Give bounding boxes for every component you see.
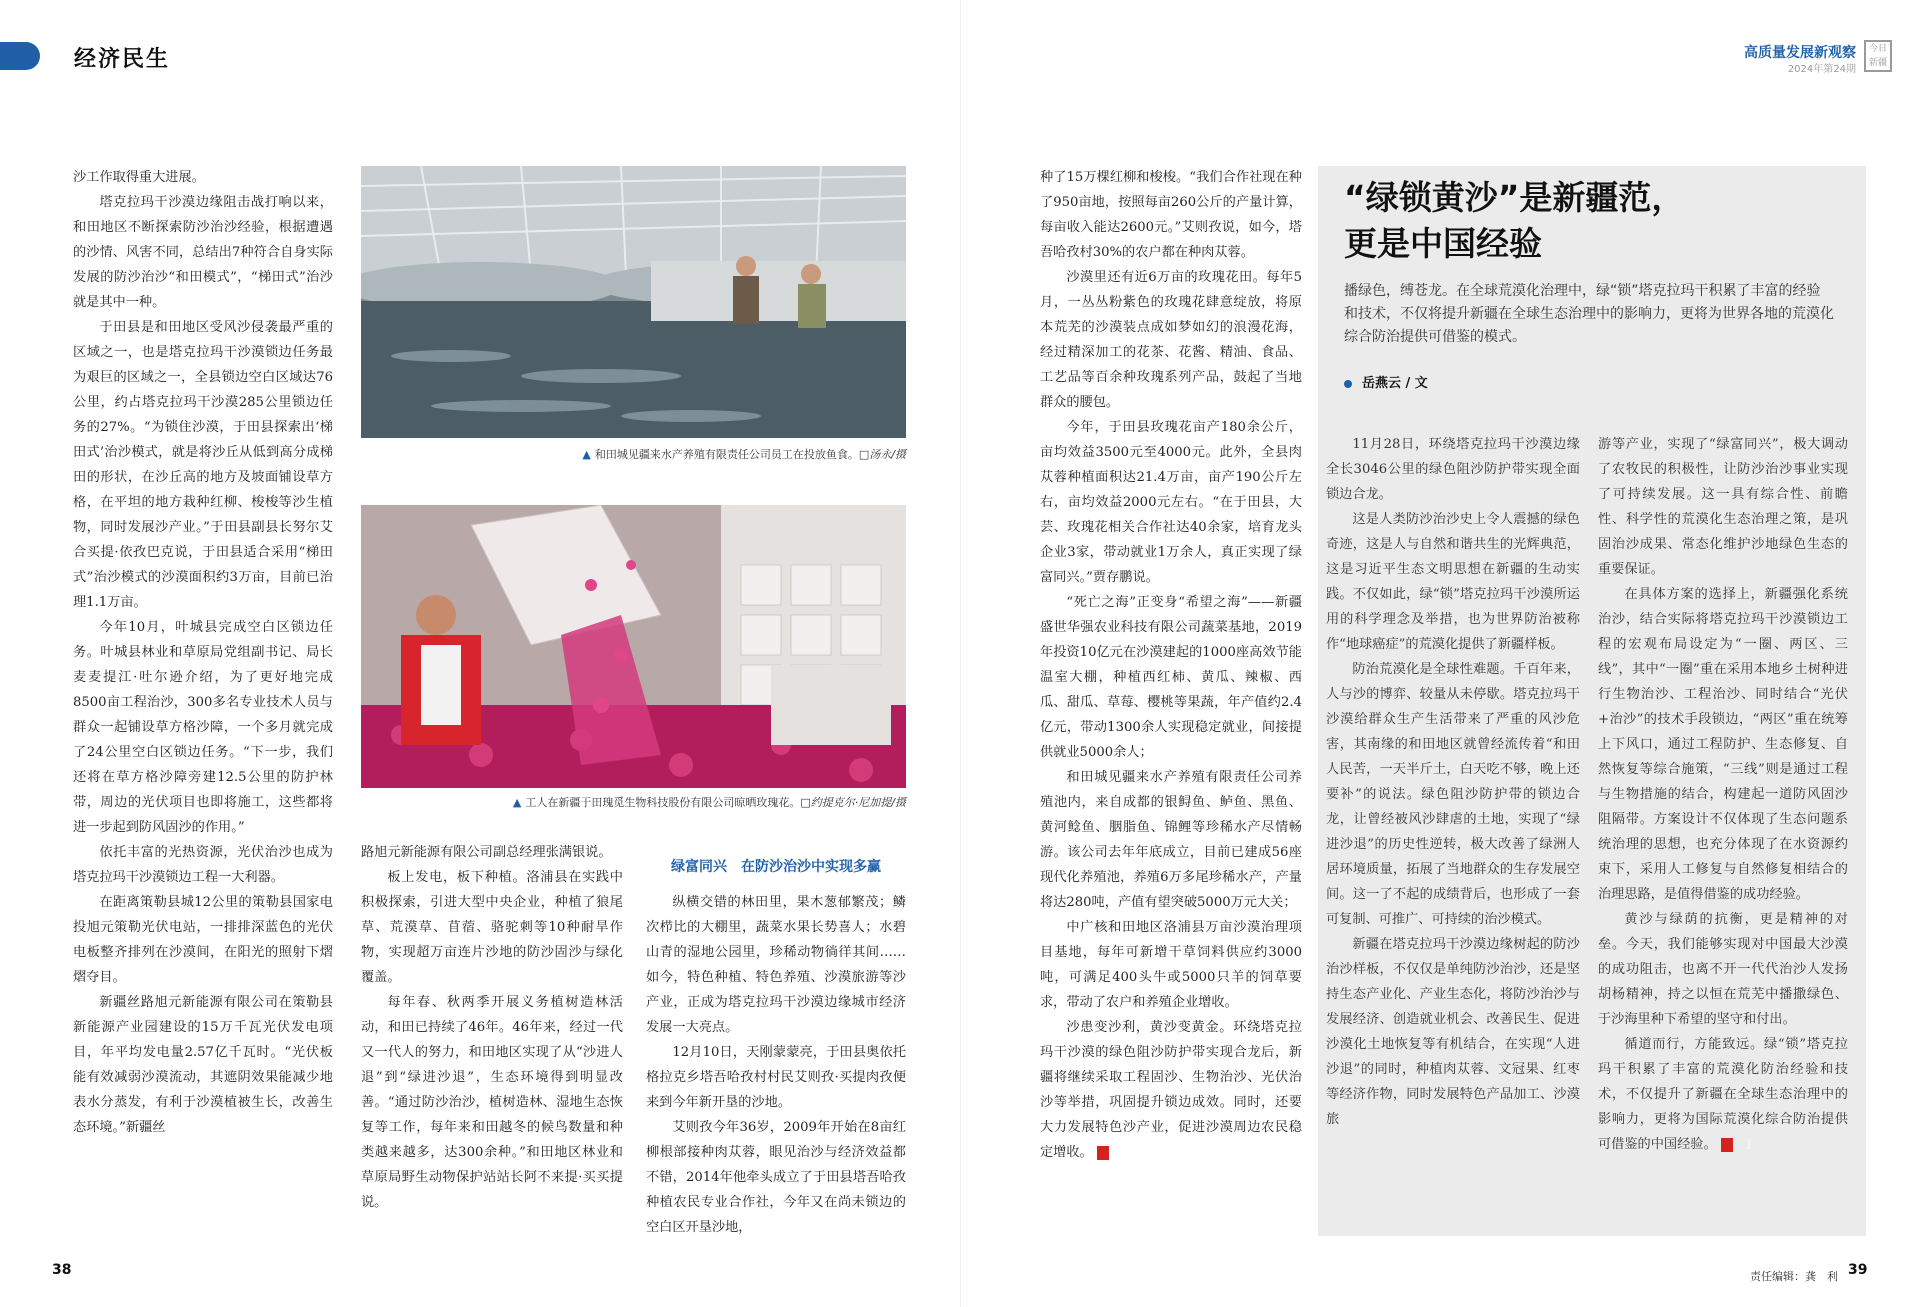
article-column-4: [1040, 165, 1302, 1165]
paragraph: 在距离策勒县城12公里的策勒县国家电投旭元策勒光伏电站，一排排深蓝色的光伏电板整齐排列在沙漠间，在阳光的照射下熠熠夺目。: [73, 895, 333, 985]
commentary-lede: 播绿色，缚苍龙。在全球荒漠化治理中，绿“锁”塔克拉玛干积累了丰富的经验和技术，不仅将提升新疆在全球生态治理中的影响力，更将为世界各地的荒漠化综合防治提供可借鉴的模式。: [1344, 283, 1834, 345]
section-tab-marker: [0, 42, 40, 70]
commentary-headline: “绿锁黄沙”是新疆范， 更是中国经验: [1344, 178, 1685, 263]
photo-credit: □汤永/摄: [858, 448, 906, 461]
caption-triangle-icon: ▲: [582, 448, 591, 461]
commentary-column-b: [1598, 432, 1848, 1157]
paragraph: 种了15万棵红柳和梭梭。“我们合作社现在种了950亩地，按照每亩260公斤的产量计算，每亩收入能达2600元。”艾则孜说，如今，塔吾哈孜村30%的农户都在种肉苁蓉。: [1040, 170, 1302, 260]
end-mark-icon: J: [1721, 1138, 1733, 1152]
article-column-3: [646, 890, 906, 1240]
paragraph: 于田县是和田地区受风沙侵袭最严重的区域之一，也是塔克拉玛干沙漠锁边任务最为艰巨的区域之一，全县锁边空白区域达76公里，约占塔克拉玛干沙漠285公里锁边任务的27%。“为锁住沙漠，于田县探索出‘梯田式’治沙模式，就是将沙丘从低到高分成梯田的形状，在沙丘高的地方及坡面铺设草方格，在平坦的地方栽种红柳、梭梭等沙生植物，同时发展沙产业。”于田县副县长努尔艾合买提·依孜巴克说，于田县适合采用“梯田式”治沙模式的沙漠面积约3万亩，目前已治理1.1万亩。: [73, 320, 333, 610]
article-column-2: [361, 840, 623, 1215]
caption-triangle-icon: ▲: [512, 796, 522, 809]
paragraph: 11月28日，环绕塔克拉玛干沙漠边缘全长3046公里的绿色阻沙防护带实现全面锁边合龙。: [1326, 437, 1580, 502]
end-mark-icon: J: [1097, 1146, 1109, 1160]
commentary-column-a: [1326, 432, 1580, 1132]
article-column-1: [73, 165, 333, 1140]
paragraph: 板上发电，板下种植。洛浦县在实践中积极探索，引进大型中央企业，种植了狼尾草、荒漠草、苜蓿、骆驼刺等10种耐旱作物，实现超万亩连片沙地的防沙固沙与绿化覆盖。: [361, 870, 623, 985]
paragraph: 和田城见疆来水产养殖有限责任公司养殖池内，来自成都的银鲟鱼、鲈鱼、黑鱼、黄河鲶鱼、胭脂鱼、锦鲤等珍稀水产尽情畅游。该公司去年年底成立，目前已建成56座现代化养殖池，养殖6万多尾珍稀水产，产量将达280吨，产值有望突破5000万元大关；: [1040, 770, 1302, 910]
editor-credit: 责任编辑：龚 利: [1750, 1270, 1838, 1283]
paragraph: 游等产业，实现了“绿富同兴”，极大调动了农牧民的积极性，让防沙治沙事业实现了可持续发展。这一具有综合性、前瞻性、科学性的荒漠化生态治理之策，是巩固治沙成果、常态化维护沙地绿色生态的重要保证。: [1598, 437, 1848, 577]
issue-number: 2024年第24期: [1787, 64, 1856, 75]
paragraph: 路旭元新能源有限公司副总经理张满银说。: [361, 845, 612, 860]
paragraph: 每年春、秋两季开展义务植树造林活动，和田已持续了46年。46年来，经过一代又一代人的努力，和田地区实现了从“沙进人退”到“绿进沙退”，生态环境得到明显改善。“通过防沙治沙，植树造林、湿地生态恢复等工作，每年来和田越冬的候鸟数量和种类越来越多，达300余种。”和田地区林业和草原局野生动物保护站站长阿不来提·买买提说。: [361, 995, 623, 1210]
paragraph: 沙患变沙利，黄沙变黄金。环绕塔克拉玛干沙漠的绿色阻沙防护带实现合龙后，新疆将继续采取工程固沙、生物治沙、光伏治沙等举措，巩固提升锁边成效。同时，还要大力发展特色沙产业，促进沙漠周边农民稳定增收。 J: [1040, 1020, 1302, 1160]
photo-fish-farm-caption: ▲ 和田城见疆来水产养殖有限责任公司员工在投放鱼食。□汤永/摄: [582, 448, 906, 461]
paragraph: “死亡之海”正变身“希望之海”——新疆盛世华强农业科技有限公司蔬菜基地，2019年投资10亿元在沙漠建起的1000座高效节能温室大棚，种植西红柿、黄瓜、辣椒、西瓜、甜瓜、草莓、樱桃等果蔬，年产值约2.4亿元，带动1300余人实现稳定就业，间接提供就业5000余人；: [1040, 595, 1302, 760]
paragraph: 黄沙与绿荫的抗衡，更是精神的对垒。今天，我们能够实现对中国最大沙漠的成功阻击，也离不开一代代治沙人发扬胡杨精神，持之以恒在荒芜中播撒绿色、于沙海里种下希望的坚守和付出。: [1598, 912, 1848, 1027]
photo-credit: □约提克尔·尼加提/摄: [800, 796, 906, 809]
page-number-right: 39: [1848, 1262, 1868, 1278]
commentary-byline: 岳燕云 / 文: [1344, 372, 1428, 391]
paragraph: 中广核和田地区洛浦县万亩沙漠治理项目基地，每年可新增干草饲料供应约3000吨，可满足400头牛或5000只羊的饲草要求，带动了农户和养殖企业增收。: [1040, 920, 1302, 1010]
paragraph: 沙漠里还有近6万亩的玫瑰花田。每年5月，一丛丛粉紫色的玫瑰花肆意绽放，将原本荒芜的沙漠装点成如梦如幻的浪漫花海，经过精深加工的花茶、花酱、精油、食品、工艺品等百余种玫瑰系列产品，鼓起了当地群众的腰包。: [1040, 270, 1302, 410]
photo-fish-farm: [361, 166, 906, 438]
page-spine: [960, 0, 961, 1307]
magazine-title: 高质量发展新观察: [1744, 45, 1856, 61]
paragraph: 依托丰富的光热资源，光伏治沙也成为塔克拉玛干沙漠锁边工程一大利器。: [73, 845, 333, 885]
paragraph: 这是人类防沙治沙史上令人震撼的绿色奇迹，这是人与自然和谐共生的光辉典范，这是习近平生态文明思想在新疆的生动实践。不仅如此，绿“锁”塔克拉玛干沙漠所运用的科学理念及举措，也为世界防治被称作“地球癌症”的荒漠化提供了新疆样板。: [1326, 512, 1580, 652]
photo-rose-drying-caption: ▲ 工人在新疆于田瑰觅生物科技股份有限公司晾晒玫瑰花。□约提克尔·尼加提/摄: [512, 796, 906, 809]
page-number-left: 38: [52, 1262, 72, 1278]
rose-drying-illustration: [361, 505, 906, 788]
byline-dot-icon: [1344, 380, 1352, 388]
paragraph: 在具体方案的选择上，新疆强化系统治沙，结合实际将塔克拉玛干沙漠锁边工程的宏观布局设定为“一圈、两区、三线”，其中“一圈”重在采用本地乡土树种进行生物治沙、工程治沙、同时结合“光伏+治沙”的技术手段锁边，“两区”重在统筹上下风口，通过工程防护、生态修复、自然恢复等综合施策，“三线”则是通过工程与生物措施的结合，构建起一道防风固沙阻隔带。方案设计不仅体现了生态问题系统治理的思想，也充分体现了在水资源约束下，采用人工修复与自然修复相结合的治理思路，是值得借鉴的成功经验。: [1598, 587, 1848, 902]
paragraph: 塔克拉玛干沙漠边缘阻击战打响以来，和田地区不断探索防沙治沙经验，根据遭遇的沙情、风害不同，总结出7种符合自身实际发展的防沙治沙“和田模式”，“梯田式”治沙就是其中一种。: [73, 195, 333, 310]
paragraph: 今年10月，叶城县完成空白区锁边任务。叶城县林业和草原局党组副书记、局长麦麦提江·吐尔逊介绍，为了更好地完成8500亩工程治沙，300多名专业技术人员与群众一起铺设草方格沙障，一个多月就完成了24公里空白区锁边任务。“下一步，我们还将在草方格沙障旁建12.5公里的防护林带，周边的光伏项目也即将施工，这些都将进一步起到防风固沙的作用。”: [73, 620, 333, 835]
paragraph: 艾则孜今年36岁，2009年开始在8亩红柳根部接种肉苁蓉，眼见治沙与经济效益都不错，2014年他牵头成立了于田县塔吾哈孜种植农民专业合作社，今年又在尚未锁边的空白区开垦沙地，: [646, 1120, 906, 1235]
paragraph: 防治荒漠化是全球性难题。千百年来，人与沙的博弈、较量从未停歇。塔克拉玛干沙漠给群众生产生活带来了严重的风沙危害，其南缘的和田地区就曾经流传着“和田人民苦，一天半斤土，白天吃不够，晚上还要补”的说法。绿色阻沙防护带的锁边合龙，让曾经被风沙肆虐的土地，实现了“绿进沙退”的历史性逆转，极大改善了绿洲人居环境质量，拓展了当地群众的生存发展空间。这一了不起的成绩背后，也形成了一套可复制、可推广、可持续的治沙模式。: [1326, 662, 1580, 927]
paragraph: 新疆在塔克拉玛干沙漠边缘树起的防沙治沙样板，不仅仅是单纯防沙治沙，还是坚持生态产业化、产业生态化，将防沙治沙与发展经济、创造就业机会、改善民生、促进沙漠化土地恢复等有机结合，在实现“人进沙退”的同时，种植肉苁蓉、文冠果、红枣等经济作物，同时发展特色产品加工、沙漠旅: [1326, 937, 1580, 1127]
paragraph: 新疆丝路旭元新能源有限公司在策勒县新能源产业园建设的15万千瓦光伏发电项目，年平均发电量2.57亿千瓦时。“光伏板能有效减弱沙漠流动，其遮阴效果能减少地表水分蒸发，有利于沙漠植被生长，改善生态环境。”新疆丝: [73, 995, 333, 1135]
paragraph: 今年，于田县玫瑰花亩产180余公斤，亩均效益3500元至4000元。此外，全县肉苁蓉种植面积达21.4万亩，亩产190公斤左右，亩均效益2000元左右。“在于田县，大芸、玫瑰花相关合作社达40余家，培育龙头企业3家，带动就业1万余人，真正实现了绿富同兴。”贾存鹏说。: [1040, 420, 1302, 585]
magazine-logo: 今日 新疆: [1864, 40, 1892, 72]
paragraph: 循道而行，方能致远。绿“锁”塔克拉玛干积累了丰富的荒漠化防治经验和技术，不仅提升了新疆在全球生态治理中的影响力，更将为国际荒漠化综合防治提供可借鉴的中国经验。 J: [1598, 1037, 1848, 1152]
photo-rose-drying: [361, 505, 906, 788]
paragraph: 12月10日，天刚蒙蒙亮，于田县奥依托格拉克乡塔吾哈孜村村民艾则孜·买提肉孜便来到今年新开垦的沙地。: [646, 1045, 906, 1110]
section-title: 经济民生: [74, 47, 171, 72]
paragraph: 沙工作取得重大进展。: [73, 170, 205, 185]
fish-farm-illustration: [361, 166, 906, 438]
section-subheading: 绿富同兴 在防沙治沙中实现多赢: [671, 859, 881, 875]
paragraph: 纵横交错的林田里，果木葱郁繁茂；鳞次栉比的大棚里，蔬菜水果长势喜人；水碧山青的湿地公园里，珍稀动物徜徉其间……如今，特色种植、特色养殖、沙漠旅游等沙产业，正成为塔克拉玛干沙漠边缘城市经济发展一大亮点。: [646, 895, 906, 1035]
